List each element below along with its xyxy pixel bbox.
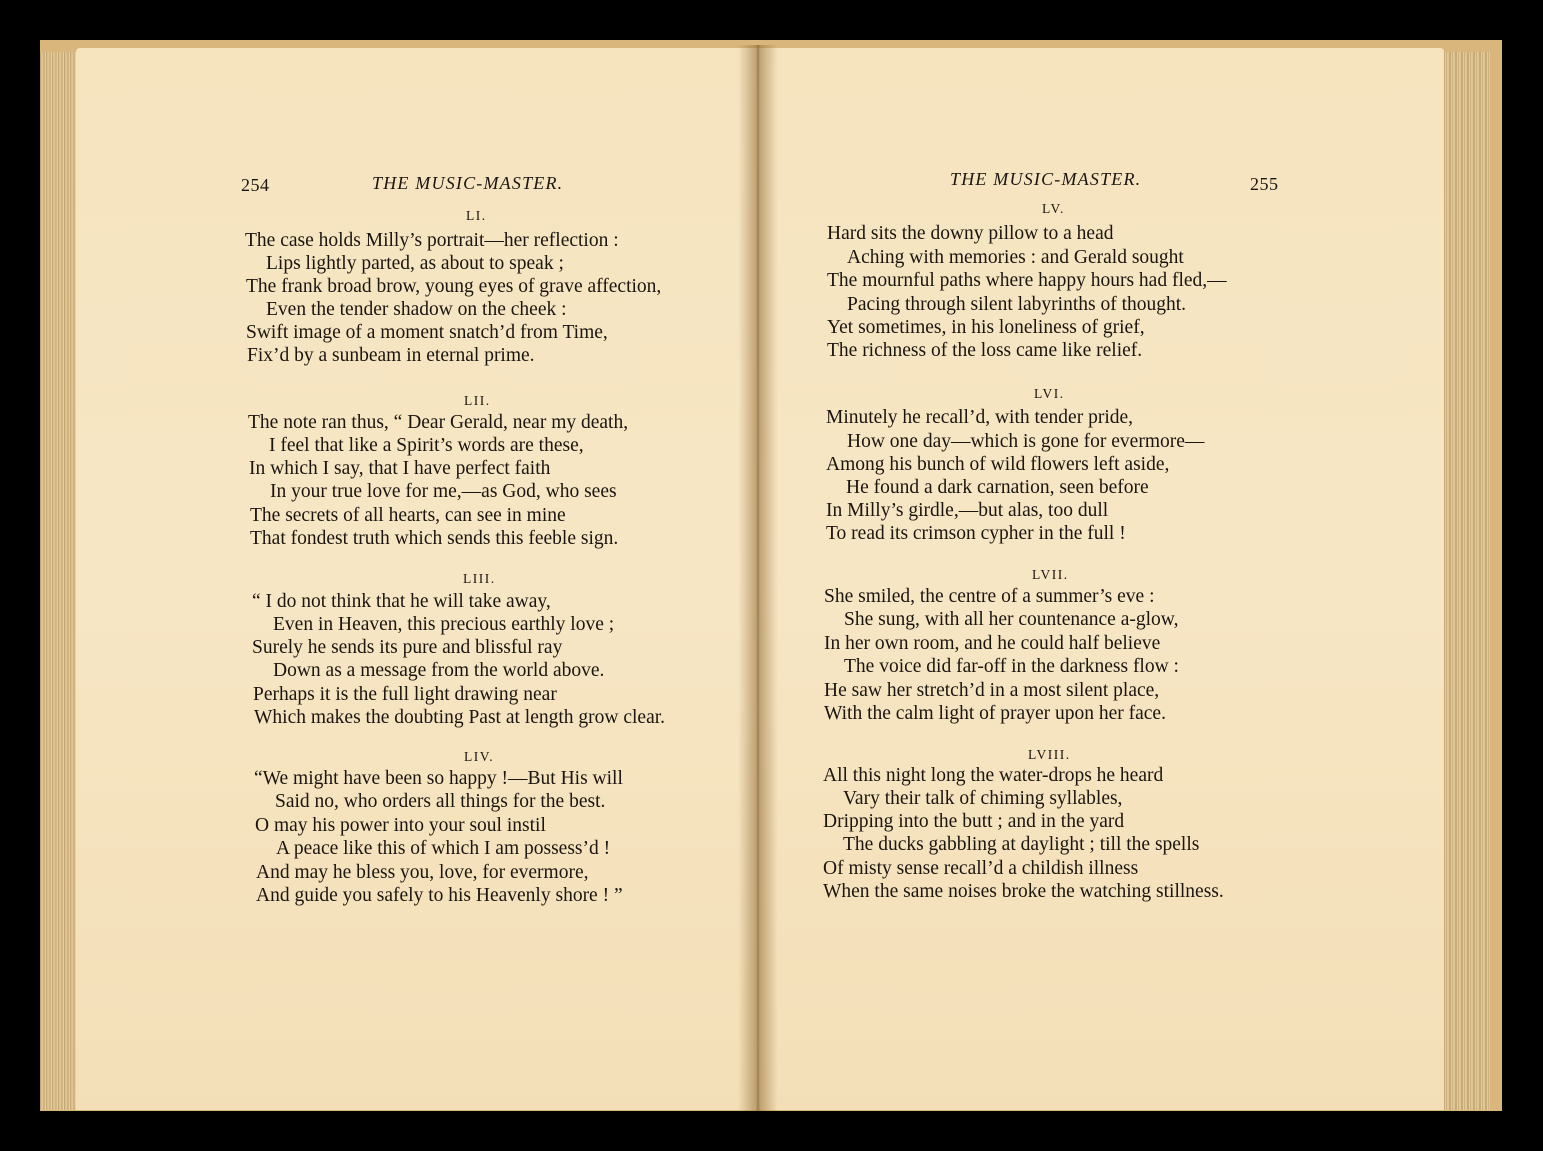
stanza-number: LIII. xyxy=(463,571,496,586)
verse-line: In which I say, that I have perfect faith xyxy=(249,458,551,479)
verse-line: That fondest truth which sends this feeble sign. xyxy=(250,528,619,549)
verse-line: To read its crimson cypher in the full ! xyxy=(826,523,1126,544)
verse-line: Down as a message from the world above. xyxy=(273,660,605,681)
verse-line: Even in Heaven, this precious earthly love ; xyxy=(273,614,615,635)
verse-line: “We might have been so happy !—But His will xyxy=(254,768,623,789)
verse-line: Pacing through silent labyrinths of thought. xyxy=(847,294,1187,315)
verse-line: In Milly’s girdle,—but alas, too dull xyxy=(826,500,1109,521)
verse-line: In your true love for me,—as God, who sees xyxy=(270,481,617,502)
stanza-number: LVII. xyxy=(1032,567,1069,582)
verse-line: In her own room, and he could half believe xyxy=(824,633,1161,654)
verse-line: The note ran thus, “ Dear Gerald, near my death, xyxy=(248,412,629,433)
verse-line: Fix’d by a sunbeam in eternal prime. xyxy=(247,345,535,366)
verse-line: Even the tender shadow on the cheek : xyxy=(266,299,567,320)
verse-line: The richness of the loss came like relief. xyxy=(827,340,1143,361)
verse-line: Lips lightly parted, as about to speak ; xyxy=(266,253,564,274)
verse-line: She sung, with all her countenance a-glow, xyxy=(844,609,1179,630)
running-head-left: THE MUSIC-MASTER. xyxy=(372,173,564,193)
verse-line: He saw her stretch’d in a most silent place, xyxy=(824,680,1160,701)
verse-line: I feel that like a Spirit’s words are these, xyxy=(269,435,584,456)
verse-line: The mournful paths where happy hours had fled,— xyxy=(827,270,1227,291)
stanza-number: LII. xyxy=(464,393,491,408)
verse-line: When the same noises broke the watching stillness. xyxy=(823,881,1224,902)
verse-line: O may his power into your soul instil xyxy=(255,815,546,836)
verse-line: Yet sometimes, in his loneliness of grief, xyxy=(827,317,1145,338)
verse-line: A peace like this of which I am possess’d ! xyxy=(276,838,611,859)
verse-line: Surely he sends its pure and blissful ray xyxy=(252,637,563,658)
verse-line: Minutely he recall’d, with tender pride, xyxy=(826,407,1134,428)
running-head-right: THE MUSIC-MASTER. xyxy=(950,169,1142,189)
verse-line: Perhaps it is the full light drawing near xyxy=(253,684,557,705)
verse-line: The case holds Milly’s portrait—her reflection : xyxy=(245,230,619,251)
book-gutter xyxy=(738,45,778,1111)
verse-line: Aching with memories : and Gerald sought xyxy=(847,247,1184,268)
verse-line: The secrets of all hearts, can see in mine xyxy=(250,505,566,526)
page-number-right: 255 xyxy=(1250,174,1279,194)
verse-line: Of misty sense recall’d a childish illness xyxy=(823,858,1139,879)
stanza-number: LV. xyxy=(1042,201,1065,216)
verse-line: He found a dark carnation, seen before xyxy=(846,477,1149,498)
verse-line: Vary their talk of chiming syllables, xyxy=(843,788,1123,809)
verse-line: With the calm light of prayer upon her face. xyxy=(824,703,1166,724)
verse-line: Dripping into the butt ; and in the yard xyxy=(823,811,1125,832)
verse-line: “ I do not think that he will take away, xyxy=(252,591,551,612)
verse-line: Said no, who orders all things for the best. xyxy=(275,791,606,812)
stanza-number: LVIII. xyxy=(1028,747,1071,762)
page-edges-right xyxy=(1440,52,1490,1110)
stanza-number: LI. xyxy=(466,208,487,223)
verse-line: She smiled, the centre of a summer’s eve : xyxy=(824,586,1155,607)
verse-line: The ducks gabbling at daylight ; till the spells xyxy=(843,834,1200,855)
page-number-left: 254 xyxy=(241,175,270,195)
verse-line: How one day—which is gone for evermore— xyxy=(847,431,1205,452)
verse-line: And guide you safely to his Heavenly shore ! ” xyxy=(256,885,623,906)
verse-line: The frank broad brow, young eyes of grave affection, xyxy=(246,276,662,297)
page-edges-left xyxy=(40,52,78,1110)
verse-line: Swift image of a moment snatch’d from Time, xyxy=(246,322,608,343)
verse-line: Which makes the doubting Past at length grow clear. xyxy=(254,707,666,728)
verse-line: The voice did far-off in the darkness flow : xyxy=(844,656,1179,677)
stanza-number: LVI. xyxy=(1034,386,1065,401)
left-page xyxy=(76,48,762,1110)
verse-line: And may he bless you, love, for evermore, xyxy=(256,862,589,883)
right-page xyxy=(760,48,1444,1110)
verse-line: Among his bunch of wild flowers left aside, xyxy=(826,454,1170,475)
stanza-number: LIV. xyxy=(464,749,495,764)
verse-line: Hard sits the downy pillow to a head xyxy=(827,223,1114,244)
verse-line: All this night long the water-drops he heard xyxy=(823,765,1164,786)
